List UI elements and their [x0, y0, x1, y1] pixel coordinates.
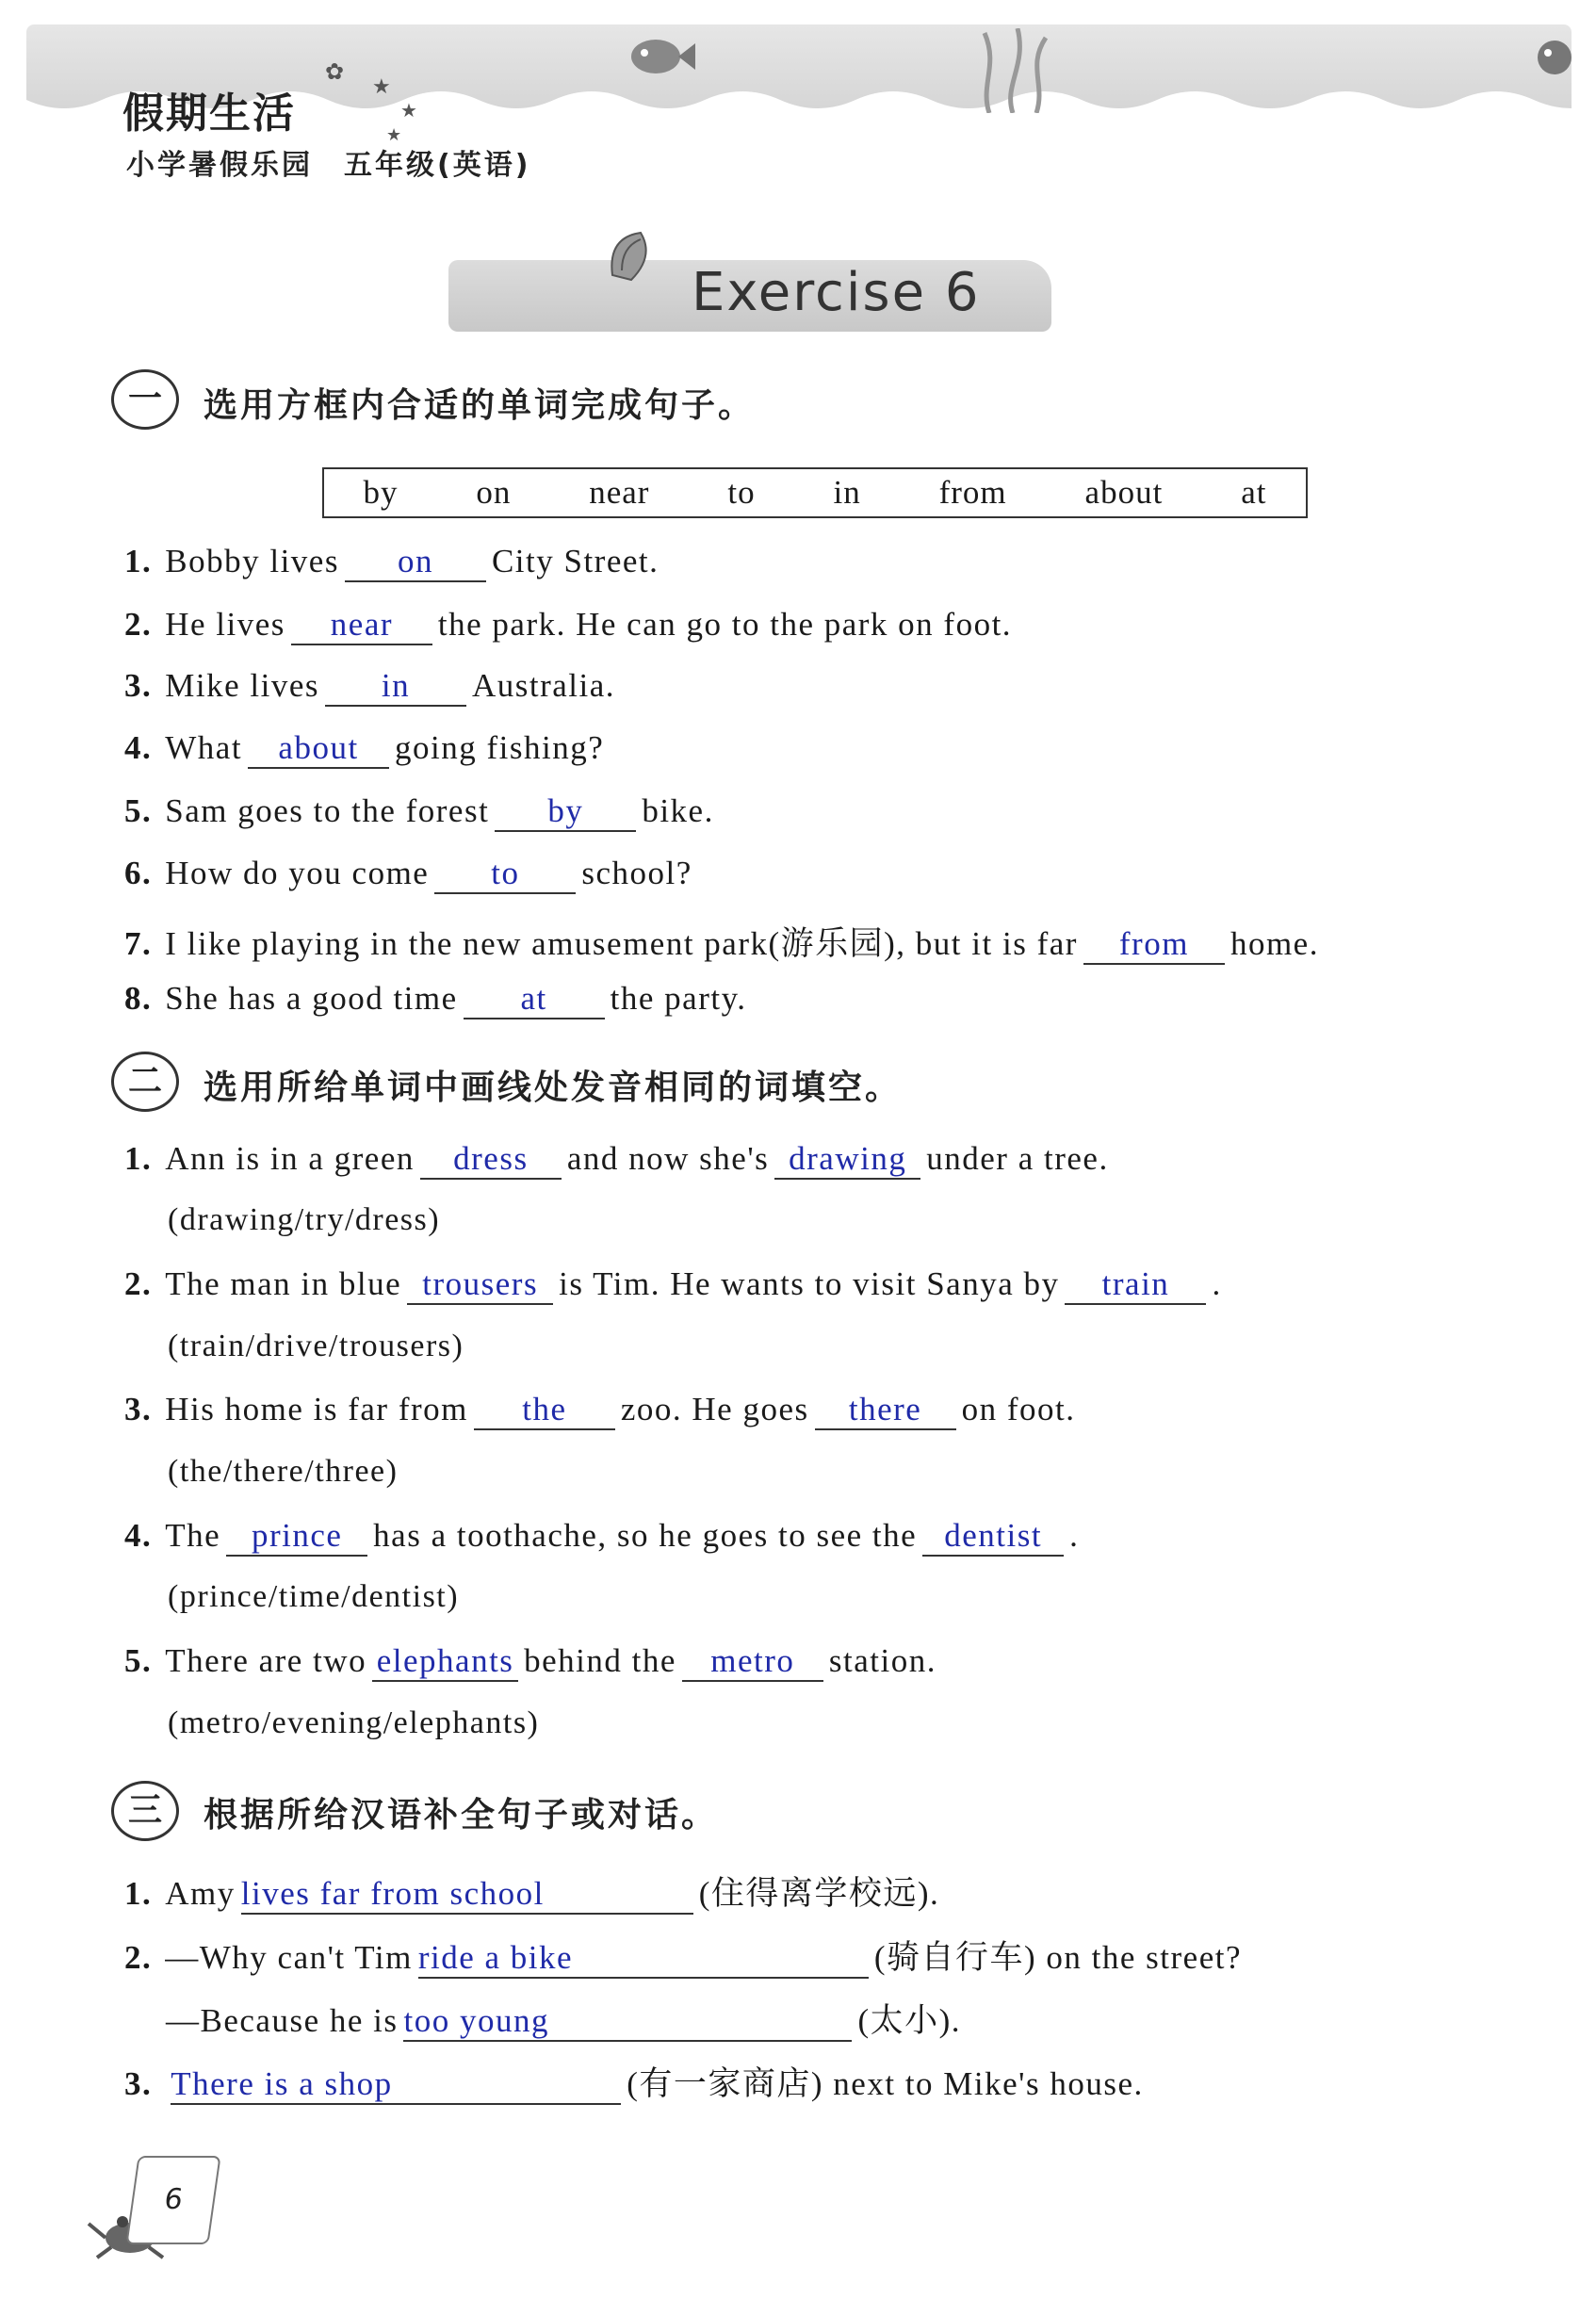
answer-blank[interactable]: drawing [774, 1140, 920, 1180]
section-title-3: 根据所给汉语补全句子或对话。 [204, 1796, 719, 1835]
section-number-2: 二 [111, 1052, 179, 1112]
answer-blank[interactable]: to [434, 855, 576, 894]
book-subtitle: 小学暑假乐园 五年级(英语) [126, 149, 531, 182]
answer-blank[interactable]: There is a shop [171, 2065, 621, 2105]
word-box-item: from [938, 474, 1007, 511]
answer-blank[interactable]: metro [682, 1642, 823, 1682]
word-box [322, 467, 1308, 518]
question-line: 2. He lives near the park. He can go to the park on foot. [124, 606, 1012, 645]
question-line: 2. The man in blue trousers is Tim. He wants to visit Sanya by train . [124, 1265, 1222, 1305]
answer-blank[interactable]: about [248, 729, 389, 769]
question-line: 5. There are two elephants behind the metro station. [124, 1642, 936, 1682]
stars-decoration [306, 51, 438, 145]
section-title-1: 选用方框内合适的单词完成句子。 [204, 386, 756, 425]
word-hint: (the/there/three) [168, 1454, 399, 1489]
question-line: 4. The prince has a toothache, so he goes to see the dentist . [124, 1517, 1079, 1557]
svg-text:★: ★ [372, 74, 391, 98]
answer-blank[interactable]: near [291, 606, 432, 645]
seaweed-icon [961, 28, 1074, 113]
word-box-item: at [1241, 474, 1267, 511]
answer-blank[interactable]: train [1065, 1265, 1206, 1305]
answer-blank[interactable]: prince [226, 1517, 367, 1557]
page-number: 6 [125, 2156, 220, 2244]
answer-blank[interactable]: on [345, 543, 486, 582]
word-box-item: to [727, 474, 756, 511]
word-box-item: near [589, 474, 650, 511]
word-box-item: by [363, 474, 399, 511]
fish-icon [1531, 34, 1578, 81]
answer-blank[interactable]: too young [403, 2002, 852, 2042]
word-hint: (prince/time/dentist) [168, 1579, 460, 1614]
word-hint: (drawing/try/dress) [168, 1202, 441, 1237]
answer-blank[interactable]: by [495, 792, 636, 832]
question-line: 1. Ann is in a green dress and now she's drawing under a tree. [124, 1140, 1109, 1180]
question-line: 3. Mike lives in Australia. [124, 667, 615, 707]
question-line: 6. How do you come to school? [124, 855, 692, 894]
answer-blank[interactable]: lives far from school [241, 1875, 693, 1915]
answer-blank[interactable]: dress [420, 1140, 562, 1180]
question-line: 5. Sam goes to the forest by bike. [124, 792, 714, 832]
shell-icon [603, 228, 660, 285]
word-box-item: about [1084, 474, 1164, 511]
exercise-title: Exercise 6 [692, 262, 981, 323]
word-box-item: on [476, 474, 512, 511]
answer-blank[interactable]: the [474, 1391, 615, 1430]
word-box-item: in [833, 474, 861, 511]
question-line: 1. Bobby lives on City Street. [124, 543, 659, 582]
answer-blank[interactable]: elephants [372, 1642, 518, 1682]
question-line: 3. His home is far from the zoo. He goes there on foot. [124, 1391, 1076, 1430]
svg-text:✿: ✿ [325, 60, 345, 85]
question-line: 1. Amy lives far from school (住得离学校远). [124, 1867, 939, 1915]
answer-blank[interactable]: there [815, 1391, 956, 1430]
answer-blank[interactable]: in [325, 667, 466, 707]
section-number-1: 一 [111, 369, 179, 430]
answer-blank[interactable]: dentist [922, 1517, 1064, 1557]
section-title-2: 选用所给单词中画线处发音相同的词填空。 [204, 1068, 903, 1107]
question-line: 4. What about going fishing? [124, 729, 604, 769]
question-line: 3. There is a shop (有一家商店) next to Mike's house. [124, 2058, 1144, 2105]
svg-text:★: ★ [400, 101, 417, 122]
answer-blank[interactable]: from [1083, 925, 1225, 965]
word-hint: (metro/evening/elephants) [168, 1705, 540, 1740]
answer-blank[interactable]: trousers [407, 1265, 553, 1305]
svg-text:★: ★ [386, 125, 402, 144]
question-line: —Because he is too young (太小). [166, 1995, 961, 2042]
answer-blank[interactable]: at [464, 980, 605, 1019]
fish-icon [622, 28, 697, 85]
question-line: 8. She has a good time at the party. [124, 980, 747, 1019]
section-number-3: 三 [111, 1781, 179, 1841]
answer-blank[interactable]: ride a bike [418, 1939, 869, 1979]
question-line: 7. I like playing in the new amusement park(游乐园), but it is far from home. [124, 918, 1319, 965]
question-line: 2. —Why can't Tim ride a bike (骑自行车) on the street? [124, 1932, 1242, 1979]
word-hint: (train/drive/trousers) [168, 1329, 464, 1363]
brand-title: 假期生活 [122, 90, 296, 138]
